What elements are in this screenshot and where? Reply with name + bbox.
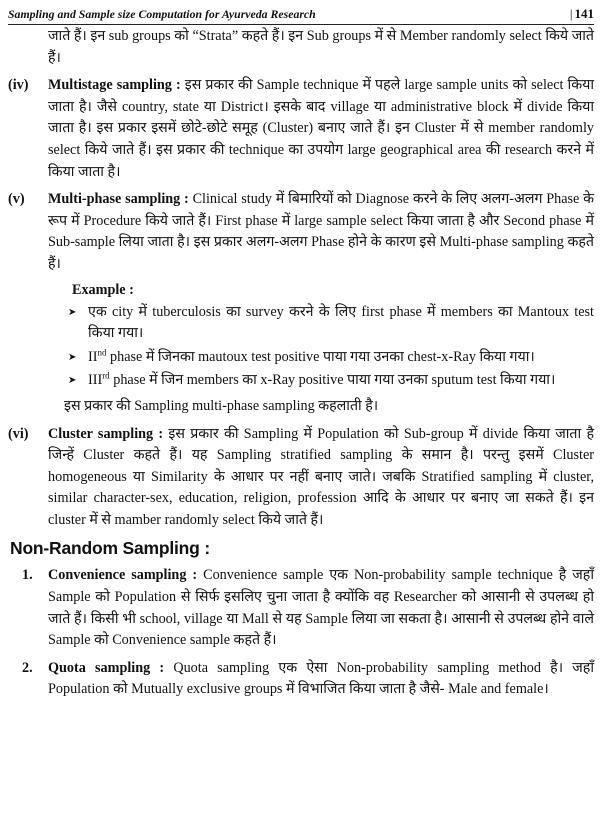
list-item-quota xyxy=(8,658,594,701)
item-body xyxy=(48,565,594,651)
item-body xyxy=(48,189,594,275)
item-numeral: (iv) xyxy=(8,77,29,94)
example-bullet xyxy=(64,302,594,345)
arrowhead-bullet-icon: ➤ xyxy=(68,306,77,318)
example-summary: इस प्रकार की Sampling multi-phase sampling कहलाती है। xyxy=(64,397,379,414)
list-item-cluster xyxy=(8,424,594,532)
item-term: Multi-phase sampling : xyxy=(48,191,189,208)
item-numeral: (vi) xyxy=(8,425,29,442)
item-number: 1. xyxy=(22,567,33,584)
arrowhead-bullet-icon: ➤ xyxy=(68,375,77,387)
bullet-text xyxy=(88,370,594,392)
item-numeral: (v) xyxy=(8,191,25,208)
intro-continuation: जाते हैं। इन sub groups को “Strata” कहते हैं। इन Sub groups में से Member randomly select किये जाते हैं। xyxy=(48,28,594,66)
example-bullet xyxy=(64,347,594,369)
list-item-convenience xyxy=(8,565,594,651)
book-page xyxy=(0,2,600,824)
item-term: Multistage sampling : xyxy=(48,77,181,94)
bullet-phase-suffix: rd xyxy=(102,370,110,381)
list-item-multi-phase xyxy=(8,189,594,275)
item-text: Convenience sample एक Non-probability sample technique है जहाँ Sample को Population से सिर्फ इसलिए चुना जाता है क्योंकि वह Researcher को आसानी से उपलब्ध हो जाते हैं। किसी भी school, village या Mall से यह Sample लिया जा सकता है। आसानी से उपलब्ध होने वाले Sample को Convenience sample कहते हैं। xyxy=(48,567,594,649)
example-heading: Example : xyxy=(72,281,134,298)
item-body xyxy=(48,658,594,701)
bullet-text xyxy=(88,347,594,369)
example-bullet xyxy=(64,370,594,392)
arrowhead-bullet-icon: ➤ xyxy=(68,351,77,363)
item-text: इस प्रकार की Sample technique में पहले large sample units को select किया जाता है। जैसे country, state या District। इसके बाद village या administrative block में divide किया जाता है। इस प्रकार इसमें छोटे-छोटे समूह (Cluster) बनाए जाते हैं। इन Cluster में से member randomly select किये जाते हैं। इस प्रकार की technique का उपयोग large geographical area की research करने में किया जाता है। xyxy=(48,77,594,180)
item-term: Convenience sampling : xyxy=(48,567,198,584)
item-body xyxy=(48,75,594,183)
running-header xyxy=(8,2,594,25)
item-term: Cluster sampling : xyxy=(48,425,164,442)
bullet-text: एक city में tuberculosis का survey करने के लिए first phase में members का Mantoux test किया गया। xyxy=(88,303,594,342)
page-number xyxy=(570,6,594,24)
item-text: Clinical study में बिमारियों को Diagnose करने के लिए अलग-अलग Phase के रूप में Procedure किये जाते हैं। First phase में large sample select किया जाता है और Second phase में Sub-sample लिया जाता है। इस प्रकार अलग-अलग Phase होने के कारण इसे Multi-phase sampling कहते हैं। xyxy=(48,191,594,272)
running-header-title: Sampling and Sample size Computation for Ayurveda Research xyxy=(8,7,316,21)
item-text: Quota sampling एक ऐसा Non-probability sampling method है। जहाँ Population को Mutually exclusive groups में विभाजित किया जाता है जैसे- Male and female। xyxy=(48,659,594,698)
item-number: 2. xyxy=(22,659,33,676)
page-number-value: 141 xyxy=(574,6,594,21)
bullet-phase-suffix: nd xyxy=(97,346,107,357)
bullet-phase-text: phase में जिनका mautoux test positive पाया गया उनका chest-x-Ray किया गया। xyxy=(106,348,535,365)
bullet-phase-numeral: II xyxy=(88,348,98,365)
page-number-divider: | xyxy=(569,6,573,21)
bullet-phase-numeral: III xyxy=(88,372,103,389)
item-body xyxy=(48,424,594,532)
section-heading-non-random: Non-Random Sampling : xyxy=(10,538,210,559)
bullet-phase-text: phase में जिन members का x-Ray positive पाया गया उनका sputum test किया गया। xyxy=(109,372,556,389)
item-text: इस प्रकार की Sampling में Population को Sub-group में divide किया जाता है जिन्हें Cluster कहते हैं। यह Sampling stratified sampling के समान है। परन्तु इसमें Cluster homogeneous या Similarity के आधार पर नहीं बनाए जाते। जबकि Stratified sampling में cluster, similar character-sex, education, religion, profession आदि के आधार पर बनाए जा सकते हैं। इन cluster में से mamber randomly select किये जाते हैं। xyxy=(48,425,594,528)
list-item-multistage xyxy=(8,75,594,183)
item-term: Quota sampling : xyxy=(48,659,165,676)
